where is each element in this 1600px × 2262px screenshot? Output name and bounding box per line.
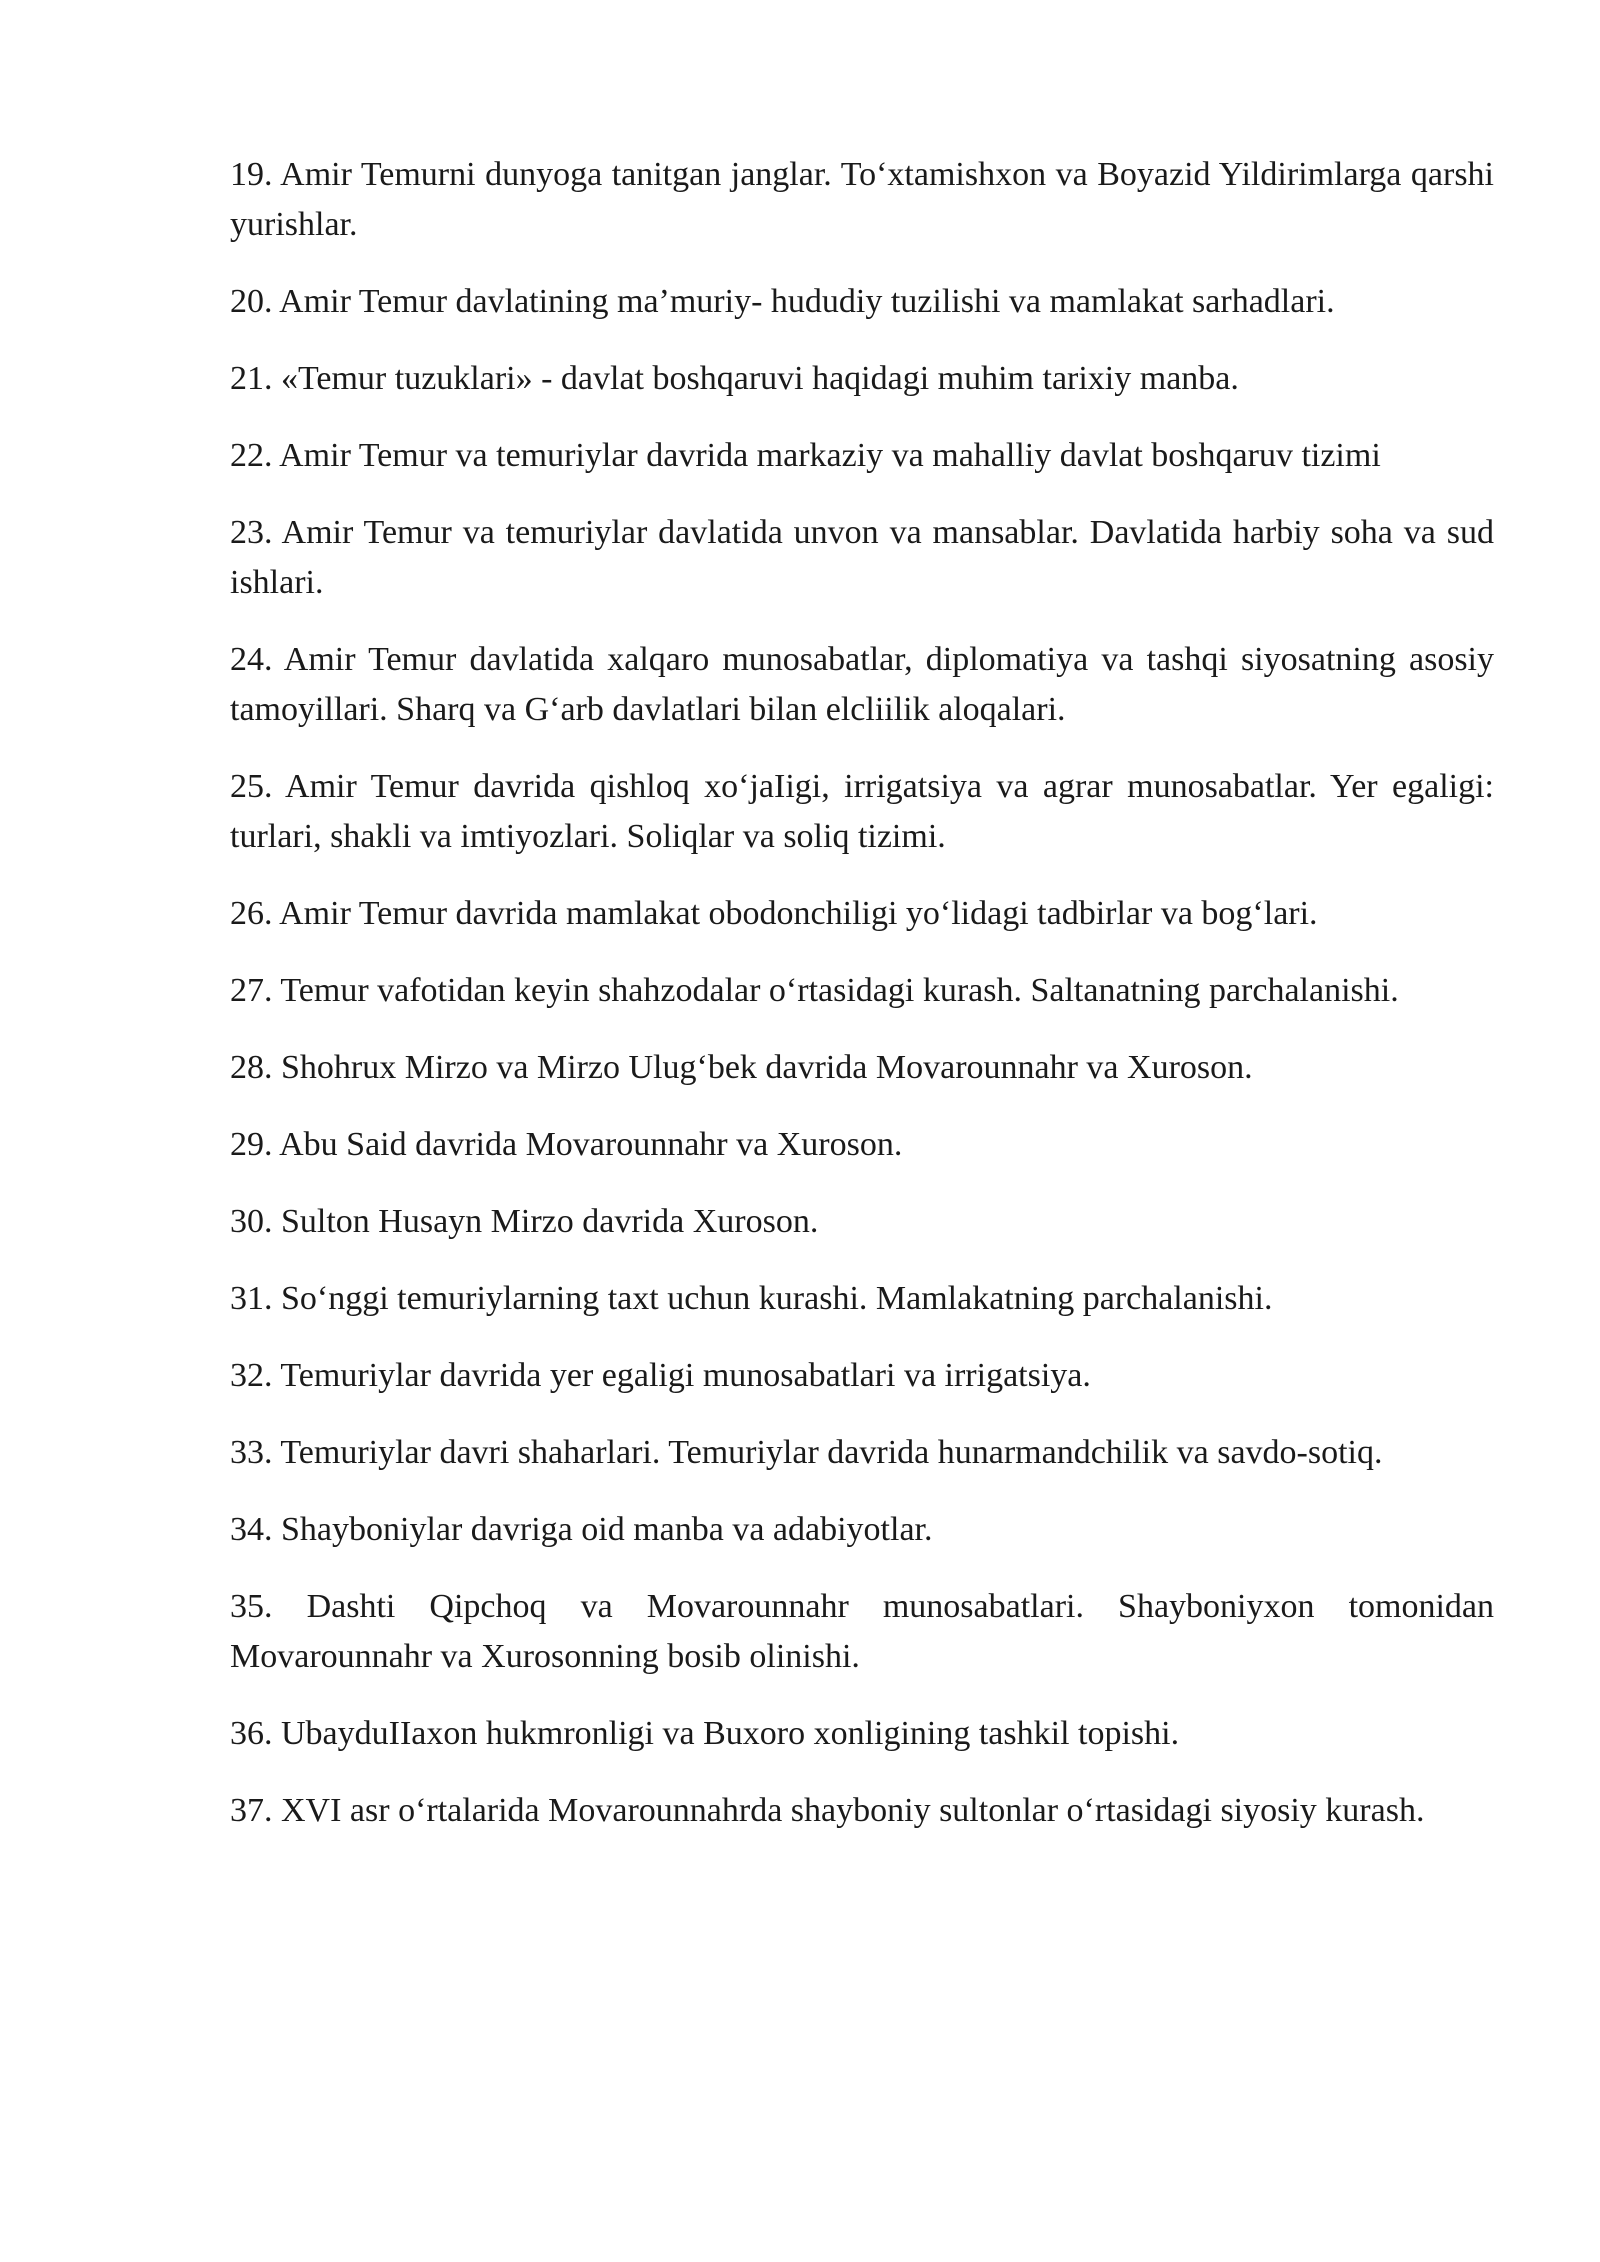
list-item: 37. XVI asr o‘rtalarida Movarounnahrda shayboniy sultonlar o‘rtasidagi siyosiy kurash.	[230, 1792, 1425, 1829]
list-item: 30. Sulton Husayn Mirzo davrida Xuroson.	[230, 1203, 819, 1240]
list-item: 34. Shayboniylar davriga oid manba va adabiyotlar.	[230, 1511, 933, 1548]
list-item: 26. Amir Temur davrida mamlakat obodonchiligi yo‘lidagi tadbirlar va bog‘lari.	[230, 895, 1318, 932]
list-item: 23. Amir Temur va temuriylar davlatida unvon va mansablar. Davlatida harbiy soha va sud ishlari.	[230, 514, 1494, 601]
list-item: 20. Amir Temur davlatining ma’muriy- hududiy tuzilishi va mamlakat sarhadlari.	[230, 283, 1335, 320]
list-item: 32. Temuriylar davrida yer egaligi munosabatlari va irrigatsiya.	[230, 1357, 1091, 1394]
list-item: 19. Amir Temurni dunyoga tanitgan janglar. To‘xtamishxon va Boyazid Yildirimlarga qarshi yurishlar.	[230, 156, 1494, 243]
list-item: 28. Shohrux Mirzo va Mirzo Ulug‘bek davrida Movarounnahr va Xuroson.	[230, 1049, 1253, 1086]
list-item: 29. Abu Said davrida Movarounnahr va Xuroson.	[230, 1126, 903, 1163]
list-item: 27. Temur vafotidan keyin shahzodalar o‘rtasidagi kurash. Saltanatning parchalanishi.	[230, 972, 1399, 1009]
document-page	[230, 150, 1494, 1863]
list-item: 35. Dashti Qipchoq va Movarounnahr munosabatlari. Shayboniyxon tomonidan Movarounnahr va Xurosonning bosib olinishi.	[230, 1588, 1494, 1675]
list-item: 21. «Temur tuzuklari» - davlat boshqaruvi haqidagi muhim tarixiy manba.	[230, 360, 1239, 397]
list-item: 24. Amir Temur davlatida xalqaro munosabatlar, diplomatiya va tashqi siyosatning asosiy tamoyillari. Sharq va G‘arb davlatlari bilan elcliilik aloqalari.	[230, 641, 1494, 728]
list-item: 33. Temuriylar davri shaharlari. Temuriylar davrida hunarmandchilik va savdo-sotiq.	[230, 1434, 1383, 1471]
list-item: 25. Amir Temur davrida qishloq xo‘jaIigi, irrigatsiya va agrar munosabatlar. Yer egaligi: turlari, shakli va imtiyozlari. Soliqlar va soliq tizimi.	[230, 768, 1494, 855]
list-item: 36. UbayduIIaxon hukmronligi va Buxoro xonligining tashkil topishi.	[230, 1715, 1180, 1752]
list-item: 31. So‘nggi temuriylarning taxt uchun kurashi. Mamlakatning parchalanishi.	[230, 1280, 1273, 1317]
list-item: 22. Amir Temur va temuriylar davrida markaziy va mahalliy davlat boshqaruv tizimi	[230, 437, 1381, 474]
